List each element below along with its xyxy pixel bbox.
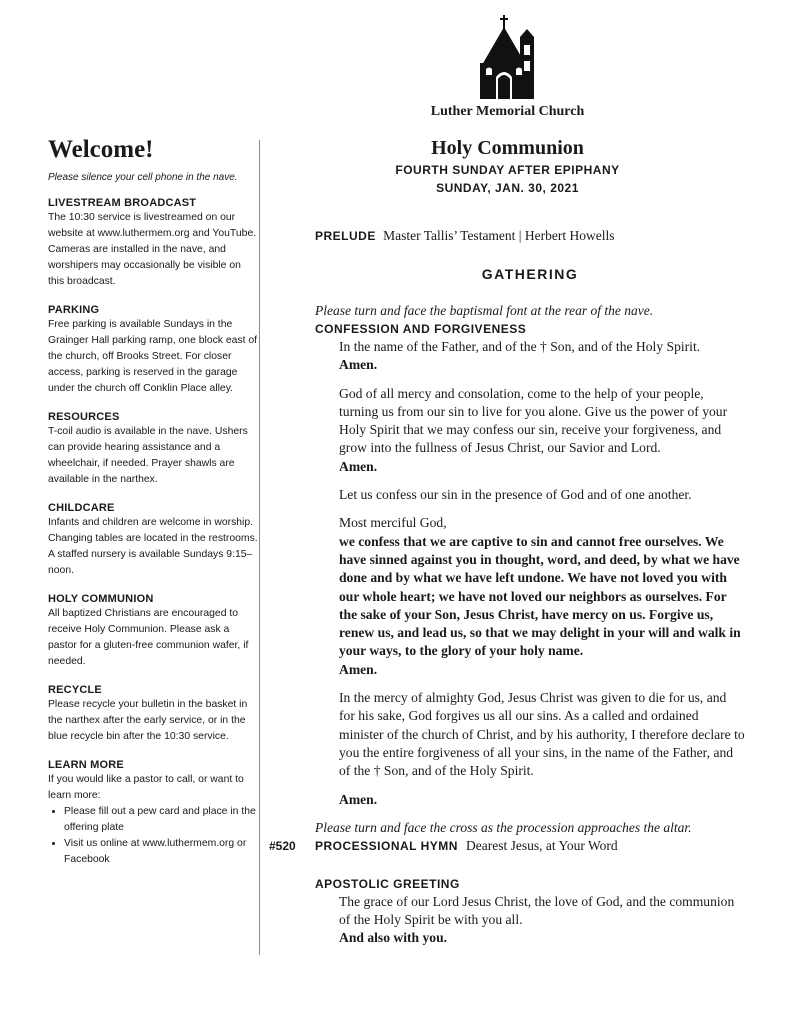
church-building-icon	[474, 15, 540, 99]
section-text: T-coil audio is available in the nave. Ushers can provide hearing assistance and a wheelchair, if needed. Prayer shawls are available in the narthex.	[48, 425, 248, 485]
prelude-label: PRELUDE	[315, 229, 376, 243]
order-of-worship	[269, 228, 745, 958]
resources-section	[48, 411, 258, 488]
response-amen: Amen.	[339, 458, 378, 474]
greeting-response: And also with you.	[339, 930, 448, 946]
service-date: SUNDAY, JAN. 30, 2021	[436, 181, 579, 195]
greeting-body	[339, 893, 745, 948]
church-name: Luther Memorial Church	[430, 104, 585, 119]
recycle-section	[48, 684, 258, 745]
learn-more-list	[48, 804, 258, 868]
prayer-paragraph	[339, 385, 745, 476]
section-heading: LIVESTREAM BROADCAST	[48, 196, 197, 209]
list-item: • Visit us online at www.luthermem.org or Facebook	[64, 836, 258, 868]
hymn-number: #520	[269, 838, 296, 853]
learn-more-section	[48, 759, 258, 868]
response-amen: Amen.	[339, 357, 378, 373]
hymn-title: Dearest Jesus, at Your Word	[465, 837, 618, 853]
childcare-section	[48, 502, 258, 579]
livestream-section	[48, 197, 258, 290]
hymn-label: PROCESSIONAL HYMN	[315, 838, 458, 853]
prayer-intro: Most merciful God,	[339, 515, 447, 531]
prelude-row	[315, 228, 745, 244]
section-text: Infants and children are welcome in worship. Changing tables are located in the restrooms. A staffed nursery is available Sundays 9:15–noon.	[48, 516, 258, 576]
processional-hymn-row	[269, 837, 745, 855]
section-text: The 10:30 service is livestreamed on our website at www.luthermem.org and YouTube. Cameras are installed in the nave, and worshipers may occasionally be visible on this broadcast.	[48, 211, 257, 287]
response-amen: Amen.	[339, 791, 378, 807]
section-text: Please recycle your bulletin in the basket in the narthex after the early service, or in the blue recycle bin after the 10:30 service.	[48, 698, 248, 742]
greeting-heading: APOSTOLIC GREETING	[315, 876, 460, 891]
service-title: Holy Communion	[431, 137, 584, 159]
absolution-paragraph: In the mercy of almighty God, Jesus Christ was given to die for us, and for his sake, God forgives us all our sins. As a called and ordained minister of the church of Christ, and by his authority, I therefore declare to you the entire forgiveness of all your sins, in the name of the Father, and of the † Son, and of the Holy Spirit.	[339, 690, 745, 779]
confession-prayer	[339, 514, 745, 679]
gathering-heading: GATHERING	[481, 266, 579, 282]
list-item: • Please fill out a pew card and place in the offering plate	[64, 804, 258, 836]
greeting-paragraph	[339, 893, 745, 948]
section-heading: RESOURCES	[48, 410, 120, 423]
parking-section	[48, 304, 258, 397]
service-subtitle: FOURTH SUNDAY AFTER EPIPHANY	[395, 163, 620, 177]
holy-communion-section	[48, 593, 258, 670]
silence-note: Please silence your cell phone in the nave.	[48, 171, 238, 183]
instruction-baptismal-font: Please turn and face the baptismal font at the rear of the nave.	[315, 303, 654, 318]
confession-body	[339, 338, 745, 809]
paragraph-text: God of all mercy and consolation, come to the help of your people, turning us from our sin to live for you alone. Give us the power of your Holy Spirit that we may confess our sin, receive your forgiveness, and grow into the fullness of Jesus Christ, our Savior and Lord.	[339, 385, 728, 456]
section-text: If you would like a pastor to call, or want to learn more:	[48, 773, 244, 801]
column-divider	[259, 140, 260, 955]
congregation-prayer: we confess that we are captive to sin and cannot free ourselves. We have sinned against you in thought, word, and deed, by what we have done and by what we have left undone. We have not loved you with our whole heart; we have not loved our neighbors as ourselves. For the sake of your Son, Jesus Christ, have mercy on us. Forgive us, renew us, and lead us, so that we may delight in your will and walk in your ways, to the glory of your holy name.	[339, 533, 741, 659]
section-heading: CHILDCARE	[48, 501, 115, 514]
prelude-text: Master Tallis’ Testament | Herbert Howells	[383, 228, 615, 243]
instruction-procession: Please turn and face the cross as the procession approaches the altar.	[315, 819, 692, 835]
section-heading: LEARN MORE	[48, 758, 124, 771]
section-heading: RECYCLE	[48, 683, 102, 696]
paragraph-text: The grace of our Lord Jesus Christ, the love of God, and the communion of the Holy Spirit be with you all.	[339, 893, 735, 928]
section-text: Free parking is available Sundays in the Grainger Hall parking ramp, one block east of the church, off Brooks Street. For closer access, parking is reserved in the garage under the church off Conklin Place alley.	[48, 318, 258, 394]
confession-heading: CONFESSION AND FORGIVENESS	[315, 322, 527, 336]
paragraph-text: In the name of the Father, and of the † Son, and of the Holy Spirit.	[339, 339, 701, 354]
invocation-paragraph	[339, 338, 745, 375]
section-heading: PARKING	[48, 303, 100, 316]
section-heading: HOLY COMMUNION	[48, 592, 154, 605]
confession-invitation: Let us confess our sin in the presence of God and of one another.	[339, 487, 692, 503]
welcome-title: Welcome!	[48, 136, 154, 163]
section-text: All baptized Christians are encouraged to receive Holy Communion. Please ask a pastor for a gluten-free communion wafer, if needed.	[48, 607, 249, 667]
welcome-sidebar	[48, 136, 258, 882]
response-amen: Amen.	[339, 661, 378, 677]
